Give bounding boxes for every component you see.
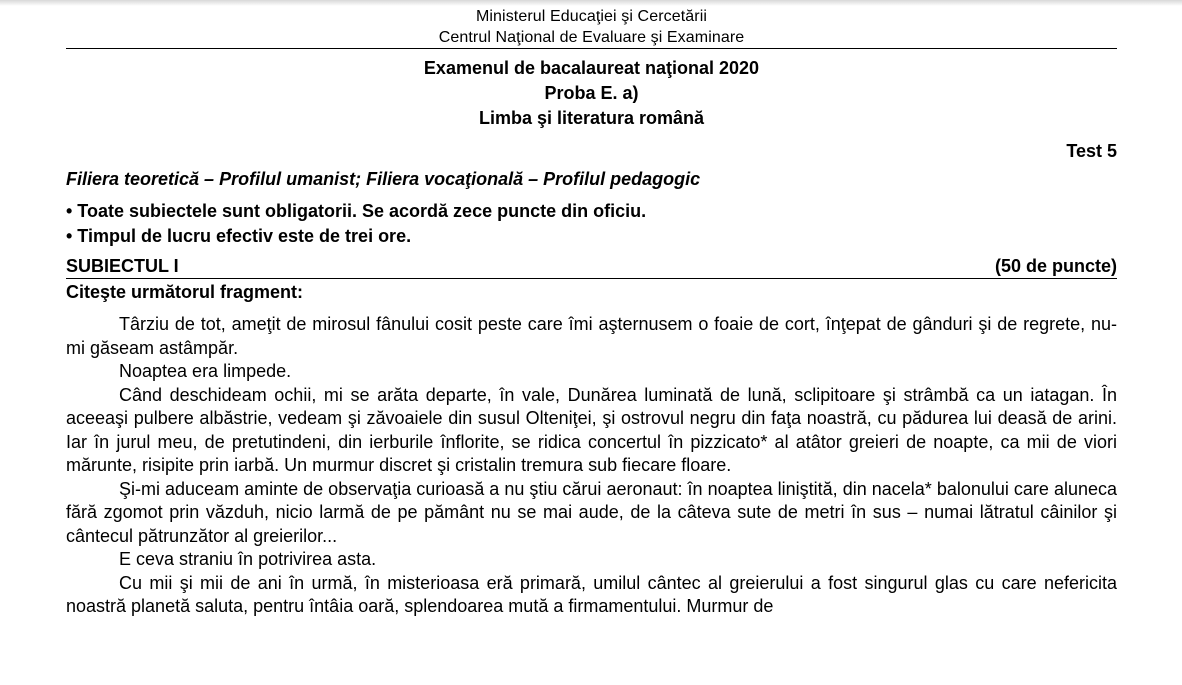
literary-fragment — [66, 313, 1117, 619]
rules-list — [66, 199, 1117, 249]
filiera-text: Filiera teoretică – Profilul umanist; Filiera vocaţională – Profilul pedagogic — [66, 169, 701, 189]
section-header — [66, 255, 1117, 279]
header-center: Centrul Naţional de Evaluare şi Examinare — [438, 29, 745, 46]
fragment-paragraph: Cu mii şi mii de ani în urmă, în misterioasa eră primară, umilul cântec al greierului a fost singurul glas cu care nefericita noastră planetă saluta, pentru întâia oară, splendoarea mută a firmamentului. Murmur de — [66, 572, 1117, 616]
exam-proba: Proba E. a) — [544, 83, 639, 103]
exam-page — [66, 6, 1117, 619]
fragment-paragraph: Când deschideam ochii, mi se arăta departe, în vale, Dunărea luminată de lună, sclipitoare şi strâmbă ca un iatagan. În aceeaşi pulbere albăstrie, vedeam şi zăvoaiele din susul Olteniţei, şi ostrovul negru din faţa noastră, cu pădurea lui deasă de arini. Iar în jurul meu, de pretutindeni, din ierburile înflorite, se ridica concertul în pizzicato* al atâtor greieri de noapte, ca mii de viori mărunte, risipite prin iarbă. Un murmur discret şi cristalin tremura sub fiecare floare. — [66, 384, 1117, 475]
fragment-paragraph: Noaptea era limpede. — [119, 361, 292, 381]
exam-title: Examenul de bacalaureat naţional 2020 — [423, 58, 760, 78]
exam-subject: Limba şi literatura română — [478, 108, 705, 128]
fragment-paragraph: Târziu de tot, ameţit de mirosul fânului cosit peste care îmi aşternusem o foaie de cort, înţepat de gânduri şi de regrete, nu-mi găseam astâmpăr. — [66, 314, 1117, 358]
rule-item: • Timpul de lucru efectiv este de trei ore. — [66, 226, 412, 246]
test-label: Test 5 — [1066, 141, 1117, 161]
section-title: SUBIECTUL I — [66, 256, 179, 276]
instruction-text: Citeşte următorul fragment: — [66, 282, 304, 302]
fragment-paragraph: Şi-mi aduceam aminte de observaţia curioasă a nu ştiu cărui aeronaut: în noaptea liniştită, din nacela* balonului care aluneca fără zgomot prin văzduh, nicio larmă de pe pământ nu se mai aude, de la câteva sute de metri în sus – numai lătratul câinilor şi cântecul pătrunzător al greierilor... — [66, 478, 1117, 546]
rule-item: • Toate subiectele sunt obligatorii. Se acordă zece puncte din oficiu. — [66, 201, 647, 221]
header-ministry: Ministerul Educaţiei şi Cercetării — [475, 8, 708, 25]
header-divider — [66, 48, 1117, 49]
fragment-paragraph: E ceva straniu în potrivirea asta. — [119, 549, 377, 569]
section-points: (50 de puncte) — [994, 256, 1117, 276]
